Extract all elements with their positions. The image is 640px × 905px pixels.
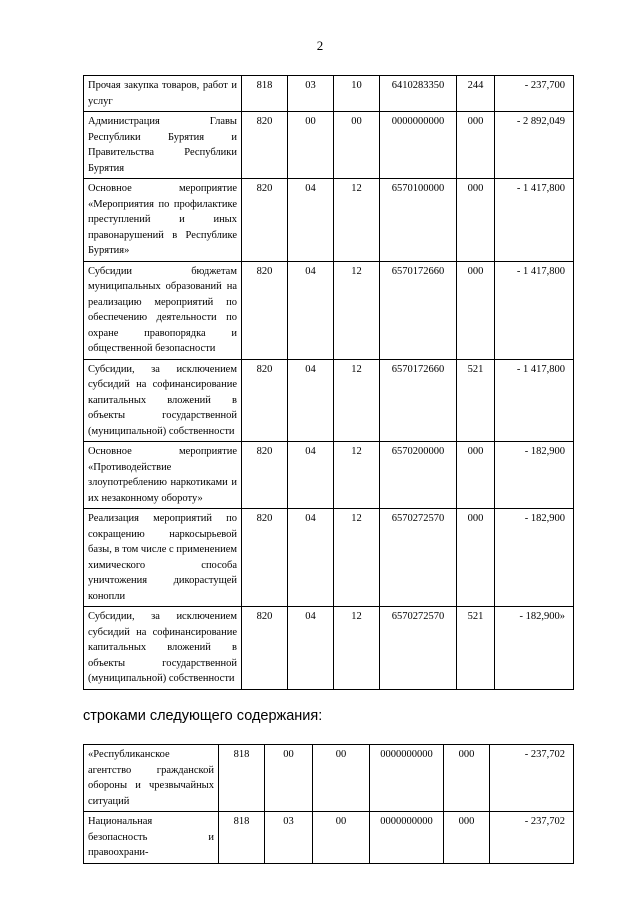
table-row (84, 812, 574, 864)
expense-type-cell: 521 (457, 359, 495, 442)
amount-cell: - 1 417,800 (495, 179, 574, 262)
target-article-cell: 6410283350 (380, 76, 457, 112)
section-code-cell: 04 (288, 607, 334, 690)
amount-cell: - 2 892,049 (495, 112, 574, 179)
row-name-cell: Реализация мероприятий по сокращению наркосырьевой базы, в том числе с применением химического способа уничтожения дикорастущей конопли (84, 509, 242, 607)
row-name-cell: Субсидии, за исключением субсидий на софинансирование капитальных вложений в объекты государственной (муниципальной) собственности (84, 607, 242, 690)
amount-cell: - 1 417,800 (495, 359, 574, 442)
amount-cell: - 237,702 (490, 812, 574, 864)
subsection-code-cell: 00 (313, 745, 370, 812)
section-code-cell: 04 (288, 261, 334, 359)
grbs-code-cell: 820 (242, 359, 288, 442)
row-name-cell: Национальная безопасность и правоохрани- (84, 812, 219, 864)
row-name-cell: Субсидии бюджетам муниципальных образований на реализацию мероприятий по обеспечению деятельности по охране правопорядка и общественной безопасности (84, 261, 242, 359)
subsection-code-cell: 00 (313, 812, 370, 864)
table-row (84, 442, 574, 509)
subsection-code-cell: 12 (334, 179, 380, 262)
target-article-cell: 6570172660 (380, 261, 457, 359)
section-code-cell: 04 (288, 442, 334, 509)
subsection-code-cell: 00 (334, 112, 380, 179)
row-name-cell: Основное мероприятие «Противодействие злоупотреблению наркотиками и их незаконному обороту» (84, 442, 242, 509)
expense-type-cell: 000 (457, 509, 495, 607)
table-row (84, 112, 574, 179)
subsection-code-cell: 12 (334, 261, 380, 359)
grbs-code-cell: 820 (242, 179, 288, 262)
row-name-cell: Прочая закупка товаров, работ и услуг (84, 76, 242, 112)
grbs-code-cell: 820 (242, 442, 288, 509)
target-article-cell: 0000000000 (370, 812, 444, 864)
expense-type-cell: 000 (457, 112, 495, 179)
target-article-cell: 6570172660 (380, 359, 457, 442)
row-name-cell: «Республиканское агентство гражданской обороны и чрезвычайных ситуаций (84, 745, 219, 812)
target-article-cell: 0000000000 (370, 745, 444, 812)
row-name-cell: Основное мероприятие «Мероприятия по профилактике преступлений и иных правонарушений в Республике Бурятия» (84, 179, 242, 262)
subsection-code-cell: 12 (334, 442, 380, 509)
grbs-code-cell: 820 (242, 261, 288, 359)
amount-cell: - 237,700 (495, 76, 574, 112)
subsection-code-cell: 10 (334, 76, 380, 112)
expense-type-cell: 000 (444, 745, 490, 812)
grbs-code-cell: 820 (242, 607, 288, 690)
expense-type-cell: 521 (457, 607, 495, 690)
budget-table-1 (83, 75, 574, 690)
amount-cell: - 182,900 (495, 509, 574, 607)
target-article-cell: 0000000000 (380, 112, 457, 179)
expense-type-cell: 000 (457, 261, 495, 359)
target-article-cell: 6570272570 (380, 607, 457, 690)
table-row (84, 76, 574, 112)
section-code-cell: 04 (288, 359, 334, 442)
expense-type-cell: 000 (457, 442, 495, 509)
budget-table-2 (83, 744, 574, 864)
row-name-cell: Администрация Главы Республики Бурятия и Правительства Республики Бурятия (84, 112, 242, 179)
subsection-code-cell: 12 (334, 607, 380, 690)
target-article-cell: 6570272570 (380, 509, 457, 607)
table-row (84, 179, 574, 262)
page-number: 2 (316, 38, 324, 53)
expense-type-cell: 000 (444, 812, 490, 864)
subsection-code-cell: 12 (334, 359, 380, 442)
table-row (84, 261, 574, 359)
section-code-cell: 04 (288, 179, 334, 262)
grbs-code-cell: 820 (242, 112, 288, 179)
table-row (84, 607, 574, 690)
amount-cell: - 1 417,800 (495, 261, 574, 359)
subsection-code-cell: 12 (334, 509, 380, 607)
section-code-cell: 04 (288, 509, 334, 607)
table-row (84, 509, 574, 607)
amount-cell: - 182,900 (495, 442, 574, 509)
grbs-code-cell: 820 (242, 509, 288, 607)
section-code-cell: 00 (288, 112, 334, 179)
section-code-cell: 03 (288, 76, 334, 112)
grbs-code-cell: 818 (219, 745, 265, 812)
row-name-cell: Субсидии, за исключением субсидий на софинансирование капитальных вложений в объекты государственной (муниципальной) собственности (84, 359, 242, 442)
grbs-code-cell: 818 (219, 812, 265, 864)
amount-cell: - 182,900» (495, 607, 574, 690)
table-row (84, 359, 574, 442)
target-article-cell: 6570100000 (380, 179, 457, 262)
grbs-code-cell: 818 (242, 76, 288, 112)
section-code-cell: 03 (265, 812, 313, 864)
expense-type-cell: 244 (457, 76, 495, 112)
target-article-cell: 6570200000 (380, 442, 457, 509)
amount-cell: - 237,702 (490, 745, 574, 812)
table-row (84, 745, 574, 812)
section-code-cell: 00 (265, 745, 313, 812)
continuation-text: строками следующего содержания: (83, 708, 323, 724)
expense-type-cell: 000 (457, 179, 495, 262)
